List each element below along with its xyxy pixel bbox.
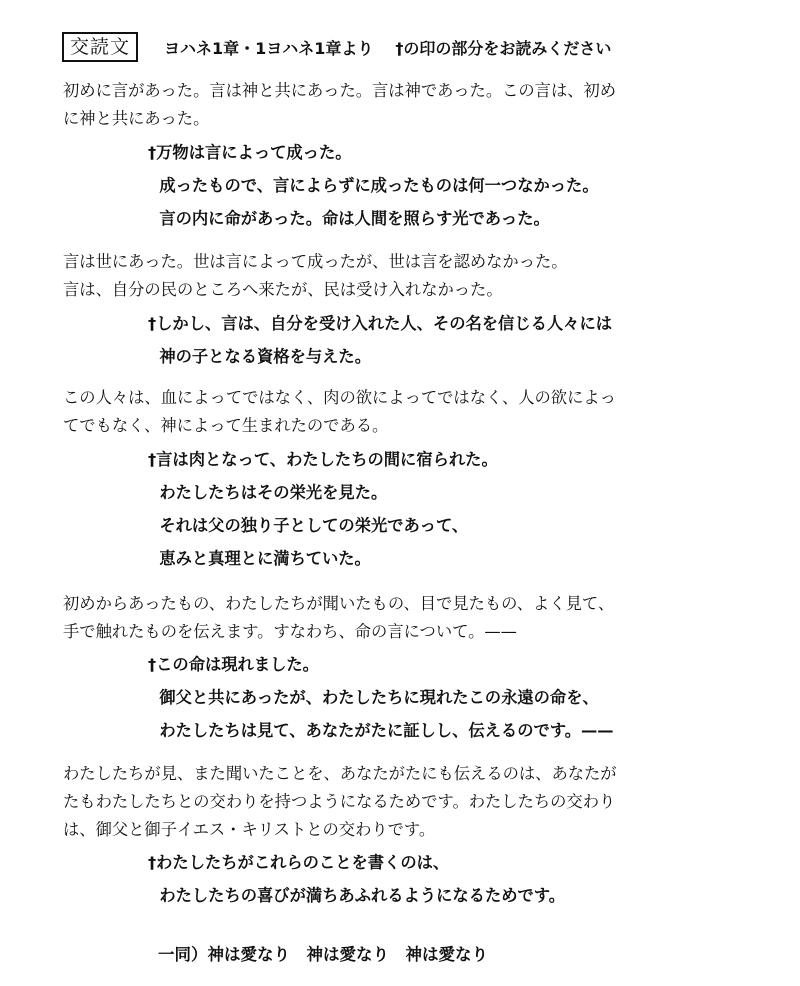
- header: [62, 30, 782, 64]
- all-response: 一同）神は愛なり 神は愛なり 神は愛なり: [158, 945, 488, 964]
- reading-instruction: †の印の部分をお読みください: [395, 38, 612, 58]
- congregation-response-5: †わたしたちがこれらのことを書くのは、 わたしたちの喜びが満ちあふれるようになるためです。: [148, 853, 566, 905]
- congregation-response-4: †この命は現れました。 御父と共にあったが、わたしたちに現れたこの永遠の命を、 わたしたちは見て、あなたがたに証しし、伝えるのです。——: [148, 655, 614, 740]
- leader-text-4: 初めからあったもの、わたしたちが聞いたもの、目で見たもの、よく見て、 手で触れたものを伝えます。すなわち、命の言について。——: [63, 594, 615, 641]
- congregation-response-3: †言は肉となって、わたしたちの間に宿られた。 わたしたちはその栄光を見た。 それは父の独り子としての栄光であって、 恵みと真理とに満ちていた。: [148, 450, 498, 568]
- leader-text-5: わたしたちが見、また聞いたことを、あなたがたにも伝えるのは、あなたが たもわたしたちとの交わりを持つようになるためです。わたしたちの交わり は、御父と御子イエス・キリストとの交わりです。: [63, 764, 617, 839]
- scripture-source: ヨハネ1章・1ヨハネ1章より: [164, 38, 374, 58]
- header-box-label: 交読文: [62, 32, 138, 62]
- leader-text-3: この人々は、血によってではなく、肉の欲によってではなく、人の欲によっ てでもなく、神によって生まれたのである。: [63, 388, 616, 435]
- leader-text-1: 初めに言があった。言は神と共にあった。言は神であった。この言は、初め に神と共にあった。: [63, 81, 617, 128]
- congregation-response-2: †しかし、言は、自分を受け入れた人、その名を信じる人々には 神の子となる資格を与えた。: [148, 314, 613, 366]
- leader-text-2: 言は世にあった。世は言によって成ったが、世は言を認めなかった。 言は、自分の民のところへ来たが、民は受け入れなかった。: [63, 252, 568, 299]
- congregation-response-1: †万物は言によって成った。 成ったもので、言によらずに成ったものは何一つなかった。 言の内に命があった。命は人間を照らす光であった。: [148, 143, 599, 228]
